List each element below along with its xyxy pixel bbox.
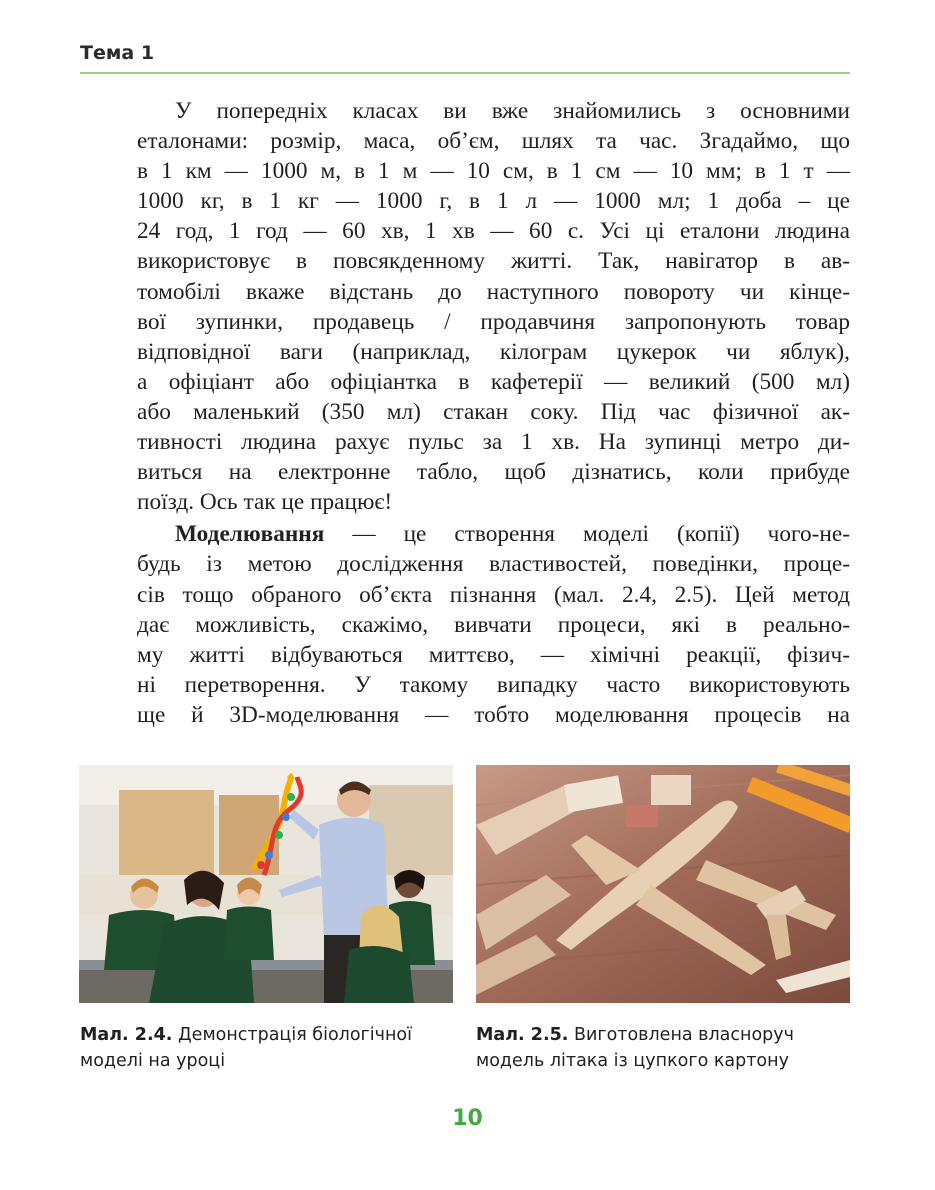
text-line: сів тощо обраного об’єкта пізнання (мал. 2.4, 2.5). Цей метод	[137, 581, 850, 608]
caption-label: Мал. 2.5.	[476, 1025, 569, 1045]
term-modeling: Моделювання	[175, 521, 325, 548]
text-line: виться на електронне табло, щоб дізнатись, коли прибуде	[137, 459, 850, 486]
text-line: в 1 км — 1000 м, в 1 м — 10 см, в 1 см — 10 мм; в 1 т —	[137, 158, 850, 185]
caption-text: Демонстрація біологічної моделі на уроці	[80, 1025, 412, 1071]
topic-title: Тема 1	[80, 42, 155, 64]
text-line: тивності людина рахує пульс за 1 хв. На зупинці метро ди-	[137, 429, 850, 456]
header-divider	[80, 72, 850, 74]
text-line: вої зупинки, продавець / продавчиня запропонують товар	[137, 308, 850, 335]
text-line: а офіціант або офіціантка в кафетерії — великий (500 мл)	[137, 368, 850, 395]
text-line: або маленький (350 мл) стакан соку. Під час фізичної ак-	[137, 398, 850, 425]
text-line: еталонами: розмір, маса, об’єм, шлях та час. Згадаймо, що	[137, 128, 850, 155]
text-line: будь із метою дослідження властивостей, поведінки, проце-	[137, 551, 850, 578]
figure-classroom-photo	[79, 765, 453, 1003]
paragraph-2	[137, 519, 850, 730]
text-line: томобілі вкаже відстань до наступного повороту чи кінце-	[137, 278, 850, 305]
text-line: 1000 кг, в 1 кг — 1000 г, в 1 л — 1000 мл; 1 доба – це	[137, 188, 850, 215]
page-header	[80, 42, 850, 64]
text-line: ще й 3D-моделювання — тобто моделювання процесів на	[137, 701, 850, 728]
text-line: ні перетворення. У такому випадку часто використовують	[137, 671, 850, 698]
text-line: У попередніх класах ви вже знайомились з основними	[175, 98, 850, 124]
caption-text: Виготовлена власноруч модель літака із цупкого картону	[476, 1025, 794, 1071]
text-line: відповідної ваги (наприклад, кілограм цукерок чи яблук),	[137, 338, 850, 365]
text-line: поїзд. Ось так це працює!	[137, 489, 393, 516]
figure-2-5-caption	[476, 1022, 856, 1074]
figure-airplane-photo	[476, 765, 850, 1003]
body-text	[137, 96, 850, 730]
text-line: дає можливість, скажімо, вивчати процеси, які в реально-	[137, 611, 850, 638]
figure-2-4-caption	[80, 1022, 460, 1074]
text-line	[137, 519, 850, 549]
text-line: му житті відбуваються миттєво, — хімічні реакції, фізич-	[137, 641, 850, 668]
text-line: використовує в повсякденному житті. Так, навігатор в ав-	[137, 248, 850, 275]
text-line: 24 год, 1 год — 60 хв, 1 хв — 60 с. Усі ці еталони людина	[137, 218, 850, 245]
text-line-rest: — це створення моделі (копії) чого-не-	[324, 521, 850, 548]
paragraph-1	[137, 96, 850, 517]
page-number: 10	[452, 1106, 483, 1131]
caption-label: Мал. 2.4.	[80, 1025, 173, 1045]
